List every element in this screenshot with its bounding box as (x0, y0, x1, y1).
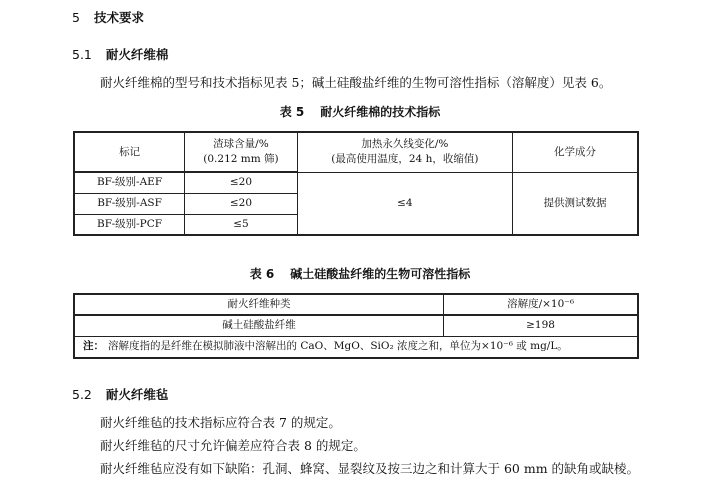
cell-shot: ≤5 (185, 214, 298, 235)
cell-solubility: ≥198 (444, 315, 638, 336)
header-fiber-type: 耐火纤维种类 (74, 294, 444, 315)
section-5-2-heading (72, 385, 168, 403)
note-label: 注： (83, 340, 104, 353)
header-shrinkage-line2: (最高使用温度，24 h，收缩值) (331, 153, 479, 166)
table-note-row (74, 336, 638, 358)
cell-mark: BF-级别-AEF (74, 172, 185, 193)
section-title: 技术要求 (93, 10, 144, 25)
header-chemical: 化学成分 (512, 132, 638, 172)
table-note (74, 336, 638, 358)
table-header-row (74, 132, 638, 172)
cell-mark: BF-级别-PCF (74, 214, 185, 235)
table-number: 表 6 (249, 267, 275, 281)
section-number: 5.2 (72, 387, 92, 402)
table-5 (73, 131, 639, 236)
section-5-2-paragraph-1: 耐火纤维毡的技术指标应符合表 7 的规定。 (100, 415, 341, 430)
table-title: 碱土硅酸盐纤维的生物可溶性指标 (290, 267, 471, 281)
table-header-row (74, 294, 638, 315)
header-shot-line1: 渣球含量/% (213, 138, 269, 150)
table-6 (73, 293, 639, 359)
header-shot-content (185, 132, 298, 172)
section-number: 5.1 (72, 47, 92, 62)
note-text: 溶解度指的是纤维在模拟肺液中溶解出的 CaO、MgO、SiO₂ 浓度之和，单位为×10⁻⁶ 或 mg/L。 (108, 340, 568, 353)
cell-fiber-type: 碱土硅酸盐纤维 (74, 315, 444, 336)
section-title: 耐火纤维毡 (105, 387, 169, 402)
header-shrinkage-line1: 加热永久线变化/% (361, 138, 449, 151)
section-5-1-paragraph: 耐火纤维棉的型号和技术指标见表 5；碱土硅酸盐纤维的生物可溶性指标（溶解度）见表 6。 (100, 75, 612, 90)
section-5-2-paragraph-2: 耐火纤维毡的尺寸允许偏差应符合表 8 的规定。 (100, 438, 366, 453)
header-shrinkage (297, 132, 512, 172)
table-number: 表 5 (279, 105, 305, 119)
header-shot-line2: (0.212 mm 筛) (203, 153, 279, 165)
table-6-caption (0, 265, 720, 282)
section-number: 5 (72, 10, 80, 25)
cell-shot: ≤20 (185, 193, 298, 214)
table-row (74, 172, 638, 193)
table-title: 耐火纤维棉的技术指标 (320, 105, 441, 119)
section-title: 耐火纤维棉 (105, 47, 169, 62)
table-row (74, 315, 638, 336)
section-5-1-heading (72, 45, 168, 63)
cell-shrinkage: ≤4 (297, 172, 512, 235)
section-5-heading (72, 8, 144, 26)
header-solubility: 溶解度/×10⁻⁶ (444, 294, 638, 315)
header-mark: 标记 (74, 132, 185, 172)
cell-shot: ≤20 (185, 172, 298, 193)
cell-mark: BF-级别-ASF (74, 193, 185, 214)
cell-chemical: 提供测试数据 (512, 172, 638, 235)
table-5-caption (0, 103, 720, 120)
section-5-2-paragraph-3: 耐火纤维毡应没有如下缺陷：孔洞、蜂窝、显裂纹及按三边之和计算大于 60 mm 的缺角或缺棱。 (100, 461, 640, 476)
